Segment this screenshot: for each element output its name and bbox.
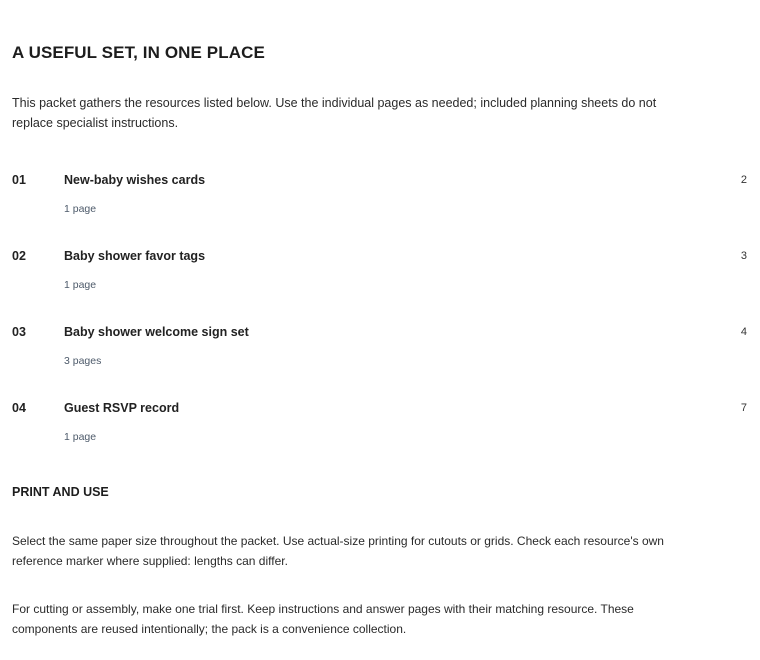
item-page-count: 1 page [64,279,97,291]
item-page-count: 1 page [64,203,97,215]
item-page-count: 3 pages [64,355,102,367]
item-title: Baby shower welcome sign set [64,325,249,339]
item-number: 02 [12,249,26,263]
contents-item[interactable] [12,173,748,223]
contents-item[interactable] [12,325,748,375]
item-title: Guest RSVP record [64,401,180,415]
item-page-number: 3 [740,250,747,262]
item-number: 04 [12,401,26,415]
item-page-number: 7 [740,402,747,414]
intro-paragraph: This packet gathers the resources listed below. Use the individual pages as needed; included planning sheets do not replace specialist instructions. [12,96,657,130]
item-number: 03 [12,325,26,339]
section-heading-print-and-use: PRINT AND USE [12,485,109,499]
contents-item[interactable] [12,249,748,299]
item-title: New-baby wishes cards [64,173,206,187]
print-instructions-paragraph: Select the same paper size throughout the packet. Use actual-size printing for cutouts or grids. Check each resource's own reference marker where supplied: lengths can differ. [12,534,664,568]
page-title: A USEFUL SET, IN ONE PLACE [12,43,265,62]
item-page-number: 2 [740,174,747,186]
item-number: 01 [12,173,26,187]
item-page-count: 1 page [64,431,97,443]
item-page-number: 4 [740,326,747,338]
contents-item[interactable] [12,401,748,451]
item-title: Baby shower favor tags [64,249,206,263]
assembly-instructions-paragraph: For cutting or assembly, make one trial first. Keep instructions and answer pages with their matching resource. These components are reused intentionally; the pack is a convenience collection. [12,602,634,636]
